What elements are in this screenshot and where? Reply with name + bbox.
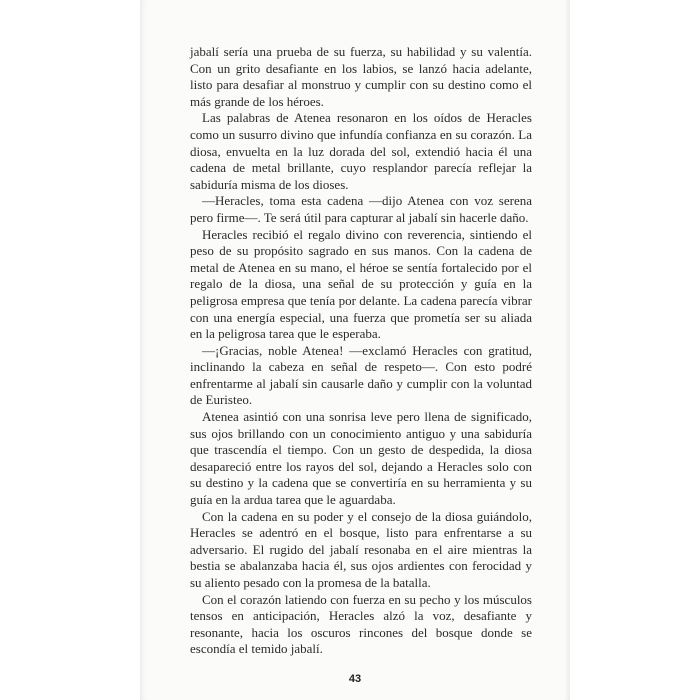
- paragraph-continuation: jabalí sería una prueba de su fuerza, su habilidad y su valentía. Con un grito desafiante en los labios, se lanzó hacia adelante, listo para desafiar al monstruo y cumplir con su destino como el más grande de los héroes.: [190, 44, 532, 109]
- body-text: [190, 44, 532, 658]
- paragraph-heracles-thanks: —¡Gracias, noble Atenea! —exclamó Heracles con gratitud, inclinando la cabeza en señal de respeto—. Con esto podré enfrentarme al jabalí sin causarle daño y cumplir con la voluntad de Euristeo.: [190, 342, 532, 408]
- paragraph-athena-dialogue: —Heracles, toma esta cadena —dijo Atenea con voz serena pero firme—. Te será útil para capturar al jabalí sin hacerle daño.: [190, 193, 532, 225]
- paragraph-athena-departs: Atenea asintió con una sonrisa leve pero llena de significado, sus ojos brillando con un conocimiento antiguo y una sabiduría que trascendía el tiempo. Con un gesto de despedida, la diosa desapareció entre los rayos del sol, dejando a Heracles solo con su destino y la cadena que se convertiría en su herramienta y su guía en la ardua tarea que le aguardaba.: [190, 409, 532, 508]
- paragraph-challenge: Con el corazón latiendo con fuerza en su pecho y los músculos tensos en anticipación, Heracles alzó la voz, desafiante y resonante, hacia los oscuros rincones del bosque donde se escondía el temido jabalí.: [190, 591, 532, 657]
- paragraph-into-forest: Con la cadena en su poder y el consejo de la diosa guiándolo, Heracles se adentró en el bosque, listo para enfrentarse a su adversario. El rugido del jabalí resonaba en el aire mientras la bestia se abalanzaba hacia él, sus ojos ardientes con ferocidad y su aliento pesado con la promesa de la batalla.: [190, 508, 532, 590]
- page-number: 43: [348, 673, 362, 685]
- paragraph-athena-words: Las palabras de Atenea resonaron en los oídos de Heracles como un susurro divino que infundía confianza en su corazón. La diosa, envuelta en la luz dorada del sol, extendió hacia él una cadena de metal brillante, cuyo resplandor parecía reflejar la sabiduría misma de los dioses.: [190, 110, 532, 192]
- book-page: [140, 0, 570, 700]
- paragraph-gift-received: Heracles recibió el regalo divino con reverencia, sintiendo el peso de su propósito sagrado en sus manos. Con la cadena de metal de Atenea en su mano, el héroe se sentía fortalecido por el regalo de la diosa, una señal de su protección y guía en la peligrosa empresa que tenía por delante. La cadena parecía vibrar con una energía especial, una fuerza que prometía ser su aliada en la peligrosa tarea que le esperaba.: [190, 226, 532, 342]
